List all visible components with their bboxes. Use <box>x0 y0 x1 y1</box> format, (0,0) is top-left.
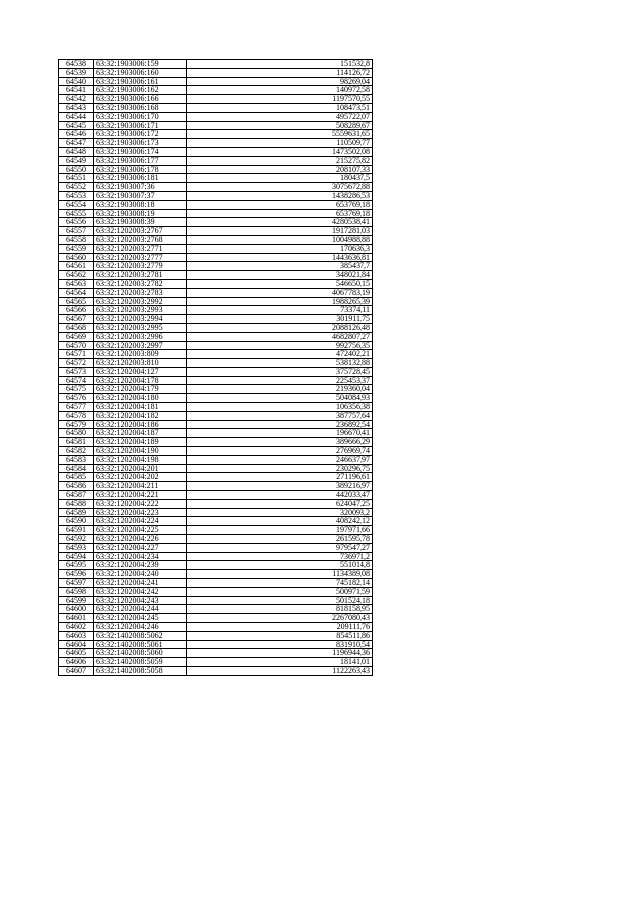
table-row <box>59 367 373 376</box>
table-row <box>59 640 373 649</box>
cadastral-number-cell: 63:32:1202004:127 <box>94 367 187 376</box>
row-number-cell: 64567 <box>59 315 94 324</box>
cadastral-number-cell: 63:32:1202004:225 <box>94 526 187 535</box>
cadastral-number-cell: 63:32:1202004:242 <box>94 587 187 596</box>
row-number-cell: 64565 <box>59 297 94 306</box>
table-row <box>59 552 373 561</box>
value-cell: 1134389,08 <box>187 570 373 579</box>
cadastral-number-cell: 63:32:1202003:2994 <box>94 315 187 324</box>
row-number-cell: 64578 <box>59 411 94 420</box>
table-row <box>59 543 373 552</box>
row-number-cell: 64599 <box>59 596 94 605</box>
row-number-cell: 64543 <box>59 103 94 112</box>
value-cell: 1197570,55 <box>187 95 373 104</box>
cadastral-number-cell: 63:32:1903006:168 <box>94 103 187 112</box>
table-row <box>59 491 373 500</box>
row-number-cell: 64573 <box>59 367 94 376</box>
row-number-cell: 64551 <box>59 174 94 183</box>
row-number-cell: 64585 <box>59 473 94 482</box>
value-cell: 108473,51 <box>187 103 373 112</box>
cadastral-number-cell: 63:32:1202004:178 <box>94 376 187 385</box>
row-number-cell: 64544 <box>59 112 94 121</box>
value-cell: 745182,14 <box>187 579 373 588</box>
value-cell: 271196,61 <box>187 473 373 482</box>
cadastral-number-cell: 63:32:1402008:5061 <box>94 640 187 649</box>
cadastral-number-cell: 63:32:1202004:180 <box>94 394 187 403</box>
value-cell: 992756,35 <box>187 341 373 350</box>
value-cell: 180437,5 <box>187 174 373 183</box>
row-number-cell: 64566 <box>59 306 94 315</box>
table-row <box>59 455 373 464</box>
table-row <box>59 253 373 262</box>
value-cell: 389216,97 <box>187 482 373 491</box>
row-number-cell: 64594 <box>59 552 94 561</box>
row-number-cell: 64581 <box>59 438 94 447</box>
cadastral-number-cell: 63:32:1903006:159 <box>94 60 187 69</box>
cadastral-number-cell: 63:32:1202004:241 <box>94 579 187 588</box>
value-cell: 818158,95 <box>187 605 373 614</box>
value-cell: 197971,66 <box>187 526 373 535</box>
cadastral-number-cell: 63:32:1202003:2781 <box>94 271 187 280</box>
row-number-cell: 64550 <box>59 165 94 174</box>
table-row <box>59 570 373 579</box>
table-row <box>59 385 373 394</box>
row-number-cell: 64576 <box>59 394 94 403</box>
row-number-cell: 64574 <box>59 376 94 385</box>
table-row <box>59 130 373 139</box>
value-cell: 624047,25 <box>187 499 373 508</box>
row-number-cell: 64562 <box>59 271 94 280</box>
table-row <box>59 95 373 104</box>
table-row <box>59 77 373 86</box>
value-cell: 4280538,41 <box>187 218 373 227</box>
value-cell: 2088126,48 <box>187 323 373 332</box>
cadastral-number-cell: 63:32:1202004:201 <box>94 464 187 473</box>
value-cell: 1004988,88 <box>187 235 373 244</box>
table-row <box>59 156 373 165</box>
cadastral-number-cell: 63:32:1202004:240 <box>94 570 187 579</box>
table-row <box>59 666 373 675</box>
value-cell: 495722,07 <box>187 112 373 121</box>
row-number-cell: 64584 <box>59 464 94 473</box>
cadastral-number-cell: 63:32:1202003:2997 <box>94 341 187 350</box>
cadastral-number-cell: 63:32:1903006:170 <box>94 112 187 121</box>
table-row <box>59 103 373 112</box>
value-cell: 1122263,43 <box>187 666 373 675</box>
row-number-cell: 64539 <box>59 68 94 77</box>
table-row <box>59 341 373 350</box>
cadastral-number-cell: 63:32:1202004:224 <box>94 517 187 526</box>
cadastral-number-cell: 63:32:1202003:2782 <box>94 279 187 288</box>
value-cell: 170636,3 <box>187 244 373 253</box>
table-row <box>59 306 373 315</box>
row-number-cell: 64547 <box>59 139 94 148</box>
cadastral-number-cell: 63:32:1202004:189 <box>94 438 187 447</box>
row-number-cell: 64591 <box>59 526 94 535</box>
value-cell: 551014,8 <box>187 561 373 570</box>
row-number-cell: 64587 <box>59 491 94 500</box>
table-row <box>59 403 373 412</box>
row-number-cell: 64564 <box>59 288 94 297</box>
cadastral-number-cell: 63:32:1402008:5062 <box>94 631 187 640</box>
table-row <box>59 262 373 271</box>
table-row <box>59 605 373 614</box>
row-number-cell: 64597 <box>59 579 94 588</box>
table-row <box>59 623 373 632</box>
table-row <box>59 297 373 306</box>
table-row <box>59 587 373 596</box>
value-cell: 98269,04 <box>187 77 373 86</box>
cadastral-number-cell: 63:32:1903006:172 <box>94 130 187 139</box>
value-cell: 389666,29 <box>187 438 373 447</box>
table-row <box>59 191 373 200</box>
cadastral-number-cell: 63:32:1202004:227 <box>94 543 187 552</box>
row-number-cell: 64606 <box>59 658 94 667</box>
table-row <box>59 535 373 544</box>
row-number-cell: 64583 <box>59 455 94 464</box>
value-cell: 301911,75 <box>187 315 373 324</box>
value-cell: 504084,93 <box>187 394 373 403</box>
cadastral-number-cell: 63:32:1202004:198 <box>94 455 187 464</box>
cadastral-number-cell: 63:32:1202004:182 <box>94 411 187 420</box>
cadastral-number-cell: 63:32:1202003:2992 <box>94 297 187 306</box>
row-number-cell: 64555 <box>59 209 94 218</box>
table-row <box>59 209 373 218</box>
row-number-cell: 64559 <box>59 244 94 253</box>
cadastral-number-cell: 63:32:1202003:2993 <box>94 306 187 315</box>
cadastral-number-cell: 63:32:1903007:37 <box>94 191 187 200</box>
table-row <box>59 359 373 368</box>
value-cell: 501524,18 <box>187 596 373 605</box>
table-row <box>59 420 373 429</box>
value-cell: 387757,64 <box>187 411 373 420</box>
table-row <box>59 315 373 324</box>
value-cell: 1196944,36 <box>187 649 373 658</box>
value-cell: 151532,8 <box>187 60 373 69</box>
table-row <box>59 139 373 148</box>
value-cell: 500971,59 <box>187 587 373 596</box>
cadastral-number-cell: 63:32:1202003:2996 <box>94 332 187 341</box>
table-row <box>59 165 373 174</box>
value-cell: 225453,37 <box>187 376 373 385</box>
row-number-cell: 64572 <box>59 359 94 368</box>
table-row <box>59 183 373 192</box>
row-number-cell: 64580 <box>59 429 94 438</box>
cadastral-number-cell: 63:32:1202004:179 <box>94 385 187 394</box>
value-cell: 408242,12 <box>187 517 373 526</box>
row-number-cell: 64542 <box>59 95 94 104</box>
cadastral-number-cell: 63:32:1903006:166 <box>94 95 187 104</box>
value-cell: 1988265,39 <box>187 297 373 306</box>
cadastral-number-cell: 63:32:1903006:181 <box>94 174 187 183</box>
cadastral-number-cell: 63:32:1903008:18 <box>94 200 187 209</box>
table-row <box>59 332 373 341</box>
value-cell: 1473502,08 <box>187 147 373 156</box>
table-row <box>59 411 373 420</box>
value-cell: 106356,38 <box>187 403 373 412</box>
table-row <box>59 464 373 473</box>
row-number-cell: 64553 <box>59 191 94 200</box>
table-row <box>59 235 373 244</box>
row-number-cell: 64595 <box>59 561 94 570</box>
value-cell: 320093,2 <box>187 508 373 517</box>
table-row <box>59 279 373 288</box>
value-cell: 276969,74 <box>187 447 373 456</box>
table-body <box>59 60 373 676</box>
cadastral-number-cell: 63:32:1903006:173 <box>94 139 187 148</box>
cadastral-number-cell: 63:32:1903006:160 <box>94 68 187 77</box>
value-cell: 736971,2 <box>187 552 373 561</box>
table-row <box>59 244 373 253</box>
table-row <box>59 579 373 588</box>
table-row <box>59 508 373 517</box>
value-cell: 209111,76 <box>187 623 373 632</box>
row-number-cell: 64589 <box>59 508 94 517</box>
value-cell: 230296,75 <box>187 464 373 473</box>
cadastral-number-cell: 63:32:1903006:178 <box>94 165 187 174</box>
value-cell: 546650,15 <box>187 279 373 288</box>
value-cell: 1917281,03 <box>187 227 373 236</box>
value-cell: 208107,33 <box>187 165 373 174</box>
value-cell: 219360,04 <box>187 385 373 394</box>
row-number-cell: 64601 <box>59 614 94 623</box>
value-cell: 442033,47 <box>187 491 373 500</box>
value-cell: 375728,45 <box>187 367 373 376</box>
cadastral-number-cell: 63:32:1402008:5060 <box>94 649 187 658</box>
cadastral-number-cell: 63:32:1202004:190 <box>94 447 187 456</box>
cadastral-number-cell: 63:32:1202003:2771 <box>94 244 187 253</box>
row-number-cell: 64568 <box>59 323 94 332</box>
table-row <box>59 288 373 297</box>
table-row <box>59 350 373 359</box>
row-number-cell: 64577 <box>59 403 94 412</box>
table-row <box>59 121 373 130</box>
cadastral-number-cell: 63:32:1903006:177 <box>94 156 187 165</box>
cadastral-number-cell: 63:32:1202004:221 <box>94 491 187 500</box>
cadastral-number-cell: 63:32:1202003:2783 <box>94 288 187 297</box>
cadastral-number-cell: 63:32:1202004:226 <box>94 535 187 544</box>
row-number-cell: 64605 <box>59 649 94 658</box>
row-number-cell: 64582 <box>59 447 94 456</box>
value-cell: 653769,18 <box>187 200 373 209</box>
value-cell: 246637,97 <box>187 455 373 464</box>
cadastral-value-table <box>58 59 373 676</box>
table-row <box>59 174 373 183</box>
value-cell: 2267080,43 <box>187 614 373 623</box>
cadastral-number-cell: 63:32:1202004:186 <box>94 420 187 429</box>
cadastral-number-cell: 63:32:1202003:2777 <box>94 253 187 262</box>
cadastral-number-cell: 63:32:1202004:223 <box>94 508 187 517</box>
table-row <box>59 561 373 570</box>
cadastral-number-cell: 63:32:1202004:246 <box>94 623 187 632</box>
table-row <box>59 394 373 403</box>
value-cell: 4682807,27 <box>187 332 373 341</box>
row-number-cell: 64579 <box>59 420 94 429</box>
value-cell: 538132,88 <box>187 359 373 368</box>
value-cell: 215275,82 <box>187 156 373 165</box>
value-cell: 472402,21 <box>187 350 373 359</box>
row-number-cell: 64549 <box>59 156 94 165</box>
value-cell: 261595,78 <box>187 535 373 544</box>
row-number-cell: 64603 <box>59 631 94 640</box>
row-number-cell: 64548 <box>59 147 94 156</box>
value-cell: 4067783,19 <box>187 288 373 297</box>
table-row <box>59 631 373 640</box>
value-cell: 348021,84 <box>187 271 373 280</box>
value-cell: 114126,72 <box>187 68 373 77</box>
row-number-cell: 64554 <box>59 200 94 209</box>
cadastral-number-cell: 63:32:1903008:19 <box>94 209 187 218</box>
row-number-cell: 64538 <box>59 60 94 69</box>
row-number-cell: 64575 <box>59 385 94 394</box>
table-row <box>59 112 373 121</box>
row-number-cell: 64563 <box>59 279 94 288</box>
cadastral-number-cell: 63:32:1202004:239 <box>94 561 187 570</box>
table-row <box>59 429 373 438</box>
cadastral-number-cell: 63:32:1402008:5058 <box>94 666 187 675</box>
table-row <box>59 473 373 482</box>
value-cell: 653769,18 <box>187 209 373 218</box>
cadastral-number-cell: 63:32:1903006:162 <box>94 86 187 95</box>
row-number-cell: 64569 <box>59 332 94 341</box>
value-cell: 385437,7 <box>187 262 373 271</box>
row-number-cell: 64556 <box>59 218 94 227</box>
value-cell: 979547,27 <box>187 543 373 552</box>
table-row <box>59 376 373 385</box>
cadastral-number-cell: 63:32:1903006:174 <box>94 147 187 156</box>
table-row <box>59 614 373 623</box>
cadastral-number-cell: 63:32:1402008:5059 <box>94 658 187 667</box>
value-cell: 73374,11 <box>187 306 373 315</box>
cadastral-number-cell: 63:32:1202004:187 <box>94 429 187 438</box>
row-number-cell: 64546 <box>59 130 94 139</box>
row-number-cell: 64593 <box>59 543 94 552</box>
row-number-cell: 64586 <box>59 482 94 491</box>
table-row <box>59 68 373 77</box>
table-row <box>59 218 373 227</box>
cadastral-number-cell: 63:32:1202003:2767 <box>94 227 187 236</box>
row-number-cell: 64588 <box>59 499 94 508</box>
row-number-cell: 64598 <box>59 587 94 596</box>
table-row <box>59 86 373 95</box>
cadastral-number-cell: 63:32:1202003:809 <box>94 350 187 359</box>
table-row <box>59 649 373 658</box>
cadastral-number-cell: 63:32:1202004:222 <box>94 499 187 508</box>
row-number-cell: 64560 <box>59 253 94 262</box>
value-cell: 5559631,65 <box>187 130 373 139</box>
row-number-cell: 64590 <box>59 517 94 526</box>
cadastral-number-cell: 63:32:1202004:202 <box>94 473 187 482</box>
cadastral-number-cell: 63:32:1202004:244 <box>94 605 187 614</box>
row-number-cell: 64561 <box>59 262 94 271</box>
cadastral-number-cell: 63:32:1202003:2768 <box>94 235 187 244</box>
cadastral-number-cell: 63:32:1202003:2995 <box>94 323 187 332</box>
table-row <box>59 658 373 667</box>
table-row <box>59 271 373 280</box>
value-cell: 110509,77 <box>187 139 373 148</box>
table-row <box>59 227 373 236</box>
value-cell: 3075672,88 <box>187 183 373 192</box>
cadastral-number-cell: 63:32:1903008:39 <box>94 218 187 227</box>
table-row <box>59 323 373 332</box>
row-number-cell: 64592 <box>59 535 94 544</box>
value-cell: 18141,01 <box>187 658 373 667</box>
row-number-cell: 64557 <box>59 227 94 236</box>
table-row <box>59 526 373 535</box>
table-row <box>59 499 373 508</box>
row-number-cell: 64545 <box>59 121 94 130</box>
row-number-cell: 64570 <box>59 341 94 350</box>
cadastral-number-cell: 63:32:1202003:810 <box>94 359 187 368</box>
cadastral-number-cell: 63:32:1202004:181 <box>94 403 187 412</box>
table-row <box>59 60 373 69</box>
row-number-cell: 64558 <box>59 235 94 244</box>
table-row <box>59 482 373 491</box>
row-number-cell: 64600 <box>59 605 94 614</box>
value-cell: 236892,54 <box>187 420 373 429</box>
value-cell: 508289,67 <box>187 121 373 130</box>
row-number-cell: 64596 <box>59 570 94 579</box>
row-number-cell: 64602 <box>59 623 94 632</box>
table-row <box>59 200 373 209</box>
row-number-cell: 64571 <box>59 350 94 359</box>
cadastral-number-cell: 63:32:1202004:211 <box>94 482 187 491</box>
cadastral-number-cell: 63:32:1202003:2779 <box>94 262 187 271</box>
cadastral-number-cell: 63:32:1903007:36 <box>94 183 187 192</box>
value-cell: 854511,86 <box>187 631 373 640</box>
value-cell: 196670,41 <box>187 429 373 438</box>
cadastral-number-cell: 63:32:1903006:161 <box>94 77 187 86</box>
row-number-cell: 64607 <box>59 666 94 675</box>
cadastral-number-cell: 63:32:1202004:245 <box>94 614 187 623</box>
row-number-cell: 64552 <box>59 183 94 192</box>
value-cell: 1443636,81 <box>187 253 373 262</box>
table-row <box>59 596 373 605</box>
cadastral-number-cell: 63:32:1202004:234 <box>94 552 187 561</box>
value-cell: 831910,54 <box>187 640 373 649</box>
cadastral-number-cell: 63:32:1202004:243 <box>94 596 187 605</box>
row-number-cell: 64541 <box>59 86 94 95</box>
value-cell: 1438286,53 <box>187 191 373 200</box>
cadastral-number-cell: 63:32:1903006:171 <box>94 121 187 130</box>
value-cell: 140972,58 <box>187 86 373 95</box>
table-row <box>59 147 373 156</box>
table-row <box>59 517 373 526</box>
table-row <box>59 438 373 447</box>
row-number-cell: 64604 <box>59 640 94 649</box>
table-row <box>59 447 373 456</box>
row-number-cell: 64540 <box>59 77 94 86</box>
